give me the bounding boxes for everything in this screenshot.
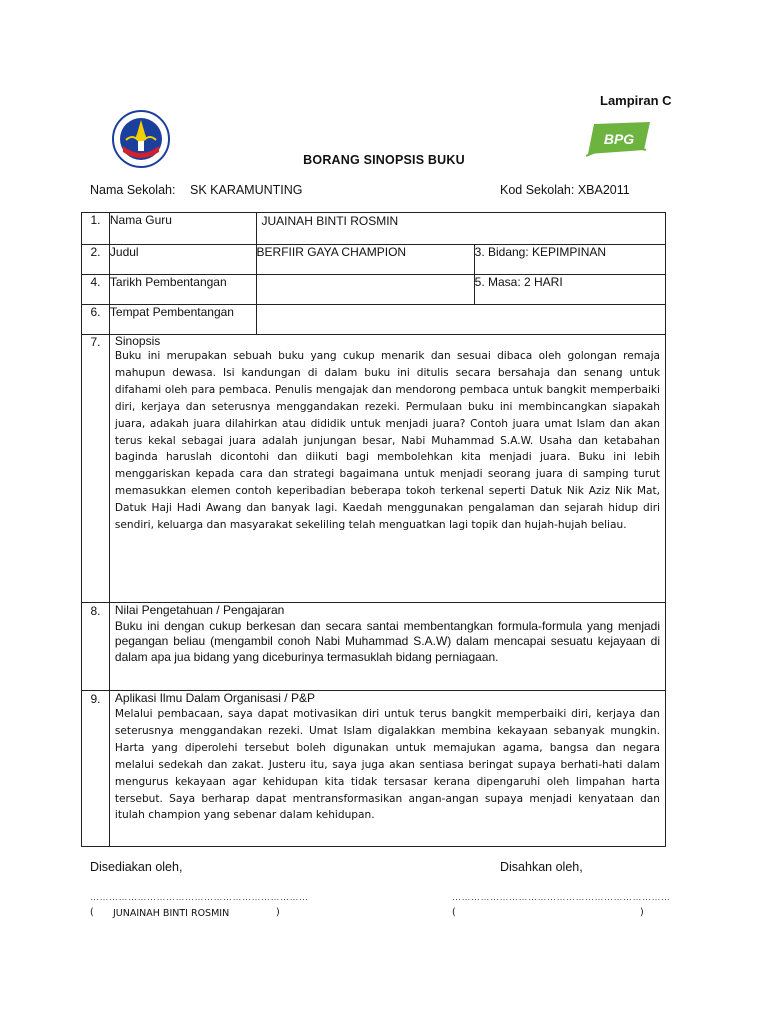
- synopsis-form-table: [81, 212, 666, 847]
- label-tempat: Tempat Pembentangan: [109, 305, 256, 335]
- disediakan-label: Disediakan oleh,: [90, 860, 183, 874]
- row-aplikasi: [82, 691, 666, 847]
- row-tarikh: [82, 275, 666, 305]
- text-nilai: Buku ini dengan cukup berkesan dan secara santai membentangkan formula-formula yang menjadi pegangan beliau (mengambil conoh Nabi Muhammad S.A.W) dalam mencapai sesuatu kejayaan di dalam apa jua bidang yang diceburinya termasuklah bidang perniagaan.: [114, 619, 660, 664]
- bracket-open-right: (: [452, 907, 456, 918]
- row-number: 8.: [82, 603, 110, 691]
- bpg-logo-text: BPG: [603, 131, 635, 147]
- row-number: 7.: [82, 335, 110, 603]
- bracket-close-right: ): [640, 907, 644, 918]
- heading-aplikasi: Aplikasi Ilmu Dalam Organisasi / P&P: [114, 691, 315, 705]
- heading-sinopsis: Sinopsis: [114, 334, 161, 348]
- value-masa: 5. Masa: 2 HARI: [474, 275, 665, 305]
- row-nama-guru: [82, 213, 666, 245]
- heading-nilai: Nilai Pengetahuan / Pengajaran: [114, 603, 285, 617]
- row-sinopsis: [82, 335, 666, 603]
- value-tempat: [256, 305, 665, 335]
- disahkan-label: Disahkan oleh,: [500, 860, 583, 874]
- form-title: BORANG SINOPSIS BUKU: [303, 153, 465, 167]
- row-nilai: [82, 603, 666, 691]
- label-nama-guru: Nama Guru: [109, 213, 256, 245]
- row-judul: [82, 245, 666, 275]
- preparer-name: JUNAINAH BINTI ROSMIN: [113, 908, 230, 919]
- value-tarikh: [256, 275, 474, 305]
- value-judul: BERFIIR GAYA CHAMPION: [256, 245, 474, 275]
- value-bidang: 3. Bidang: KEPIMPINAN: [474, 245, 665, 275]
- signature-line-right: ……………………………………………………………: [452, 892, 671, 902]
- bracket-open-left: (: [90, 907, 94, 918]
- text-aplikasi: Melalui pembacaan, saya dapat motivasikan diri untuk terus bangkit memperbaiki diri, kerjaya dan seterusnya menggandakan rezeki. Umat Islam digalakkan membina kekayaan sebanyak mungkin. Harta yang diperolehi tersebut boleh digunakan untuk memajukan agama, bangsa dan negara melalui sedekah dan zakat. Justeru itu, saya juga akan sentiasa beringat supaya berhati-hati dalam mengurus kekayaan agar kehidupan kita tidak tersasar kerana dipengaruhi oleh limpahan harta tersebut. Saya berharap dapat mentransformasikan angan-angan supaya menjadi kenyataan dan itulah champion yang sebenar dalam kehidupan.: [114, 708, 660, 822]
- row-tempat: [82, 305, 666, 335]
- row-number: 4.: [82, 275, 110, 305]
- label-tarikh: Tarikh Pembentangan: [109, 275, 256, 305]
- value-nama-guru: JUAINAH BINTI ROSMIN: [256, 213, 665, 245]
- kod-sekolah: Kod Sekolah: XBA2011: [500, 183, 630, 197]
- bracket-close-left: ): [276, 907, 280, 918]
- row-number: 6.: [82, 305, 110, 335]
- row-number: 1.: [82, 213, 110, 245]
- row-number: 2.: [82, 245, 110, 275]
- row-number: 9.: [82, 691, 110, 847]
- nama-sekolah-label: Nama Sekolah:: [90, 183, 176, 197]
- nama-sekolah-value: SK KARAMUNTING: [190, 183, 303, 197]
- signature-line-left: ……………………………………………………………: [90, 892, 309, 902]
- text-sinopsis: Buku ini merupakan sebuah buku yang cukup menarik dan sesuai dibaca oleh golongan remaja mahupun dewasa. Isi kandungan di dalam buku ini ditulis secara bersahaja dan senang untuk difahami oleh para pembaca. Penulis mengajak dan mendorong pembaca untuk bangkit memperbaiki diri, kerjaya dan seterusnya menggandakan rezeki. Permulaan buku ini membincangkan siapakah juara, adakah juara dilahirkan atau dididik untuk menjadi juara? Contoh juara umat Islam dan akan terus kekal sebagai juara adalah junjungan besar, Nabi Muhammad S.A.W. Usaha dan ketabahan baginda haruslah dicontohi dan diikuti bagi membolehkan kita menjadi juara. Buku ini lebih menggariskan kepada cara dan strategi bagaimana untuk menjadi seorang juara di samping turut memasukkan elemen contoh keperibadian beberapa tokoh terkenal seperti Datuk Nik Aziz Nik Mat, Datuk Haji Hadi Awang dan banyak lagi. Kaedah menggunakan pengalaman dan sejarah hidup diri sendiri, keluarga dan masyarakat sekeliling telah menguatkan lagi topik dan hujah-hujah beliau.: [114, 350, 660, 532]
- lampiran-label: Lampiran C: [600, 93, 672, 108]
- label-judul: Judul: [109, 245, 256, 275]
